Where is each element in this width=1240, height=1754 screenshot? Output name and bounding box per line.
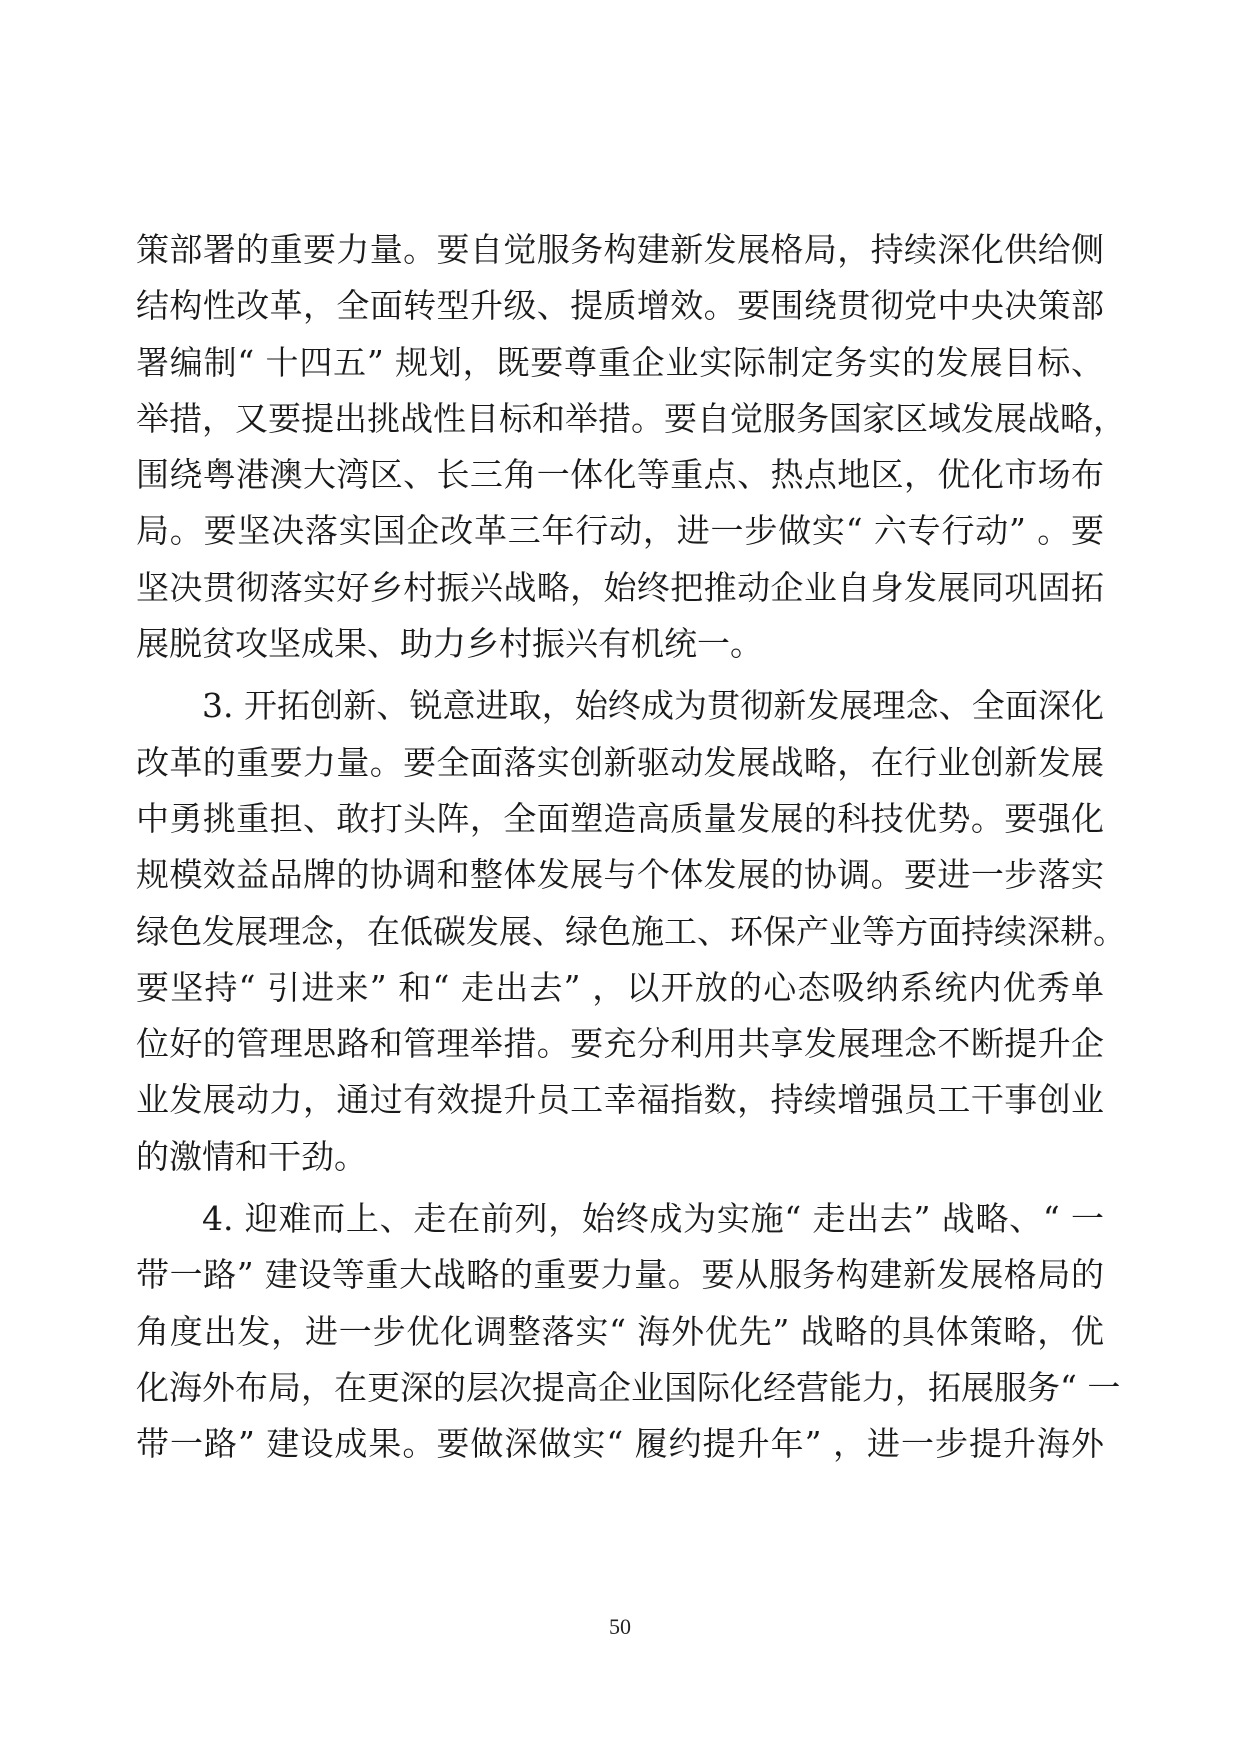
text-line: 业发展动力，通过有效提升员工幸福指数，持续增强员工干事创业 [136, 1080, 1104, 1120]
text-line: 要坚持“ 引进来” 和“ 走出去” ，以开放的心态吸纳系统内优秀单 [136, 967, 1104, 1007]
paragraph-1 [136, 222, 1126, 672]
text-line: 展脱贫攻坚成果、助力乡村振兴有机统一。 [136, 624, 763, 664]
text-line: 的激情和干劲。 [136, 1136, 367, 1176]
text-line: 绿色发展理念，在低碳发展、绿色施工、环保产业等方面持续深耕。 [136, 911, 1126, 951]
text-line: 带一路” 建设成果。要做深做实“ 履约提升年” ，进一步提升海外 [136, 1424, 1104, 1464]
text-line: 角度出发，进一步优化调整落实“ 海外优先” 战略的具体策略，优 [136, 1311, 1104, 1351]
text-line: 3. 开拓创新、锐意进取，始终成为贯彻新发展理念、全面深化 [202, 686, 1104, 726]
text-line: 带一路” 建设等重大战略的重要力量。要从服务构建新发展格局的 [136, 1255, 1104, 1295]
text-line: 位好的管理思路和管理举措。要充分利用共享发展理念不断提升企 [136, 1024, 1104, 1064]
text-line: 署编制“ 十四五” 规划，既要尊重企业实际制定务实的发展目标、 [136, 342, 1104, 382]
text-line: 围绕粤港澳大湾区、长三角一体化等重点、热点地区，优化市场布 [136, 455, 1104, 495]
text-line: 改革的重要力量。要全面落实创新驱动发展战略，在行业创新发展 [136, 742, 1104, 782]
text-line: 中勇挑重担、敢打头阵，全面塑造高质量发展的科技优势。要强化 [136, 798, 1104, 838]
text-line: 局。要坚决落实国企改革三年行动，进一步做实“ 六专行动” 。要 [136, 511, 1104, 551]
text-line: 策部署的重要力量。要自觉服务构建新发展格局，持续深化供给侧 [136, 230, 1104, 269]
document-body [136, 222, 1126, 1473]
text-line: 举措，又要提出挑战性目标和举措。要自觉服务国家区域发展战略， [136, 398, 1126, 438]
text-line: 规模效益品牌的协调和整体发展与个体发展的协调。要进一步落实 [136, 855, 1104, 895]
text-line: 坚决贯彻落实好乡村振兴战略，始终把推动企业自身发展同巩固拓 [136, 567, 1104, 607]
text-line: 结构性改革，全面转型升级、提质增效。要围绕贯彻党中央决策部 [136, 286, 1104, 326]
text-line: 化海外布局，在更深的层次提高企业国际化经营能力，拓展服务“ 一 [136, 1367, 1121, 1407]
paragraph-2 [136, 678, 1126, 1185]
paragraph-3 [136, 1191, 1121, 1472]
page-number: 50 [609, 1614, 631, 1639]
text-line: 4. 迎难而上、走在前列，始终成为实施“ 走出去” 战略、“ 一 [202, 1199, 1104, 1239]
